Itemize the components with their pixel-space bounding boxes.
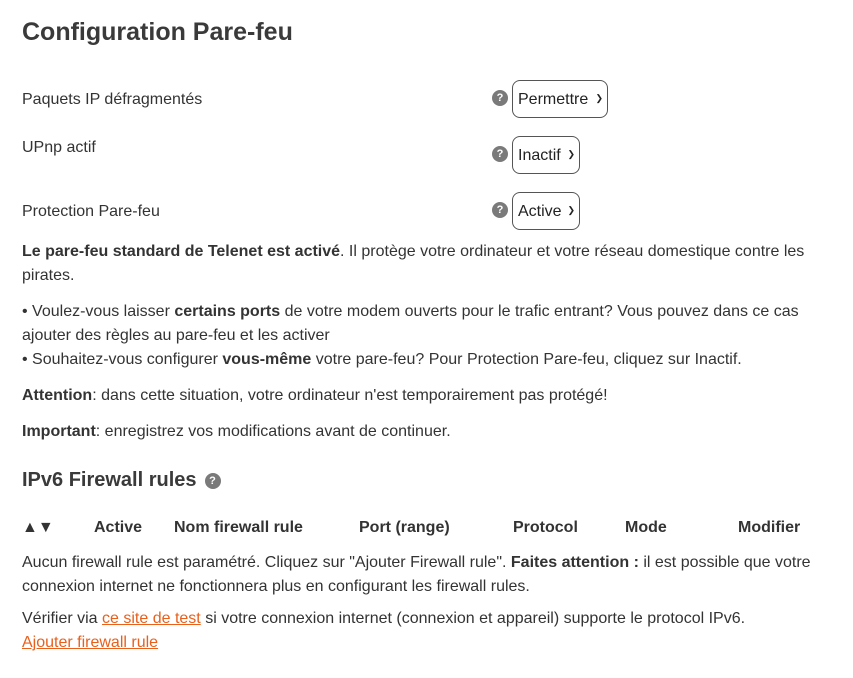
empty-rules-message: Aucun firewall rule est paramétré. Cliquez sur "Ajouter Firewall rule". Faites attention : il est possible que votre connexion internet ne fonctionnera plus en configurant les firewall rules. <box>22 554 811 595</box>
chevron-down-icon: ❯ <box>567 149 575 159</box>
col-port: Port (range) <box>359 519 450 536</box>
help-icon[interactable]: ? <box>492 146 508 162</box>
col-mode: Mode <box>625 519 667 536</box>
help-icon[interactable]: ? <box>205 473 221 489</box>
chevron-down-icon: ❯ <box>567 205 575 215</box>
col-modifier: Modifier <box>738 519 801 536</box>
col-name: Nom firewall rule <box>174 519 303 536</box>
info-important: Important: enregistrez vos modifications avant de continuer. <box>22 423 451 440</box>
ipv6-title: IPv6 Firewall rules ? <box>22 469 221 492</box>
add-firewall-rule-link[interactable]: Ajouter firewall rule <box>22 634 159 651</box>
setting-label-upnp: UPnp actif <box>22 139 96 156</box>
info-standard: Le pare-feu standard de Telenet est activé. Il protège votre ordinateur et votre réseau domestique contre les pirates. <box>22 243 805 284</box>
setting-label-defrag: Paquets IP défragmentés <box>22 91 203 108</box>
defrag-select[interactable]: Permettre ❯ <box>512 80 608 118</box>
verify-message: Vérifier via ce site de test si votre connexion internet (connexion et appareil) supporte le protocol IPv6. Ajouter firewall rule <box>22 610 746 651</box>
upnp-select[interactable]: Inactif ❯ <box>512 136 580 174</box>
setting-label-protection: Protection Pare-feu <box>22 203 160 220</box>
page-title: Configuration Pare-feu <box>22 18 293 46</box>
chevron-down-icon: ❯ <box>595 93 603 103</box>
sort-arrows-icon[interactable]: ▲▼ <box>22 519 54 536</box>
col-active: Active <box>94 519 143 536</box>
info-bullets: • Voulez-vous laisser certains ports de votre modem ouverts pour le trafic entrant? Vous pouvez dans ce cas ajouter des règles au pare-feu et les activer • Souhaitez-vous configurer vous-même votre pare-feu? Pour Protection Pare-feu, cliquez sur Inactif. <box>22 303 799 368</box>
info-attention: Attention: dans cette situation, votre ordinateur n'est temporairement pas protégé! <box>22 387 608 404</box>
help-icon[interactable]: ? <box>492 202 508 218</box>
setting-row-protection <box>22 192 632 232</box>
setting-row-defrag <box>22 80 632 120</box>
protection-select[interactable]: Active ❯ <box>512 192 580 230</box>
setting-row-upnp <box>22 136 632 176</box>
help-icon[interactable]: ? <box>492 90 508 106</box>
test-site-link[interactable]: ce site de test <box>102 610 201 627</box>
col-protocol: Protocol <box>513 519 578 536</box>
